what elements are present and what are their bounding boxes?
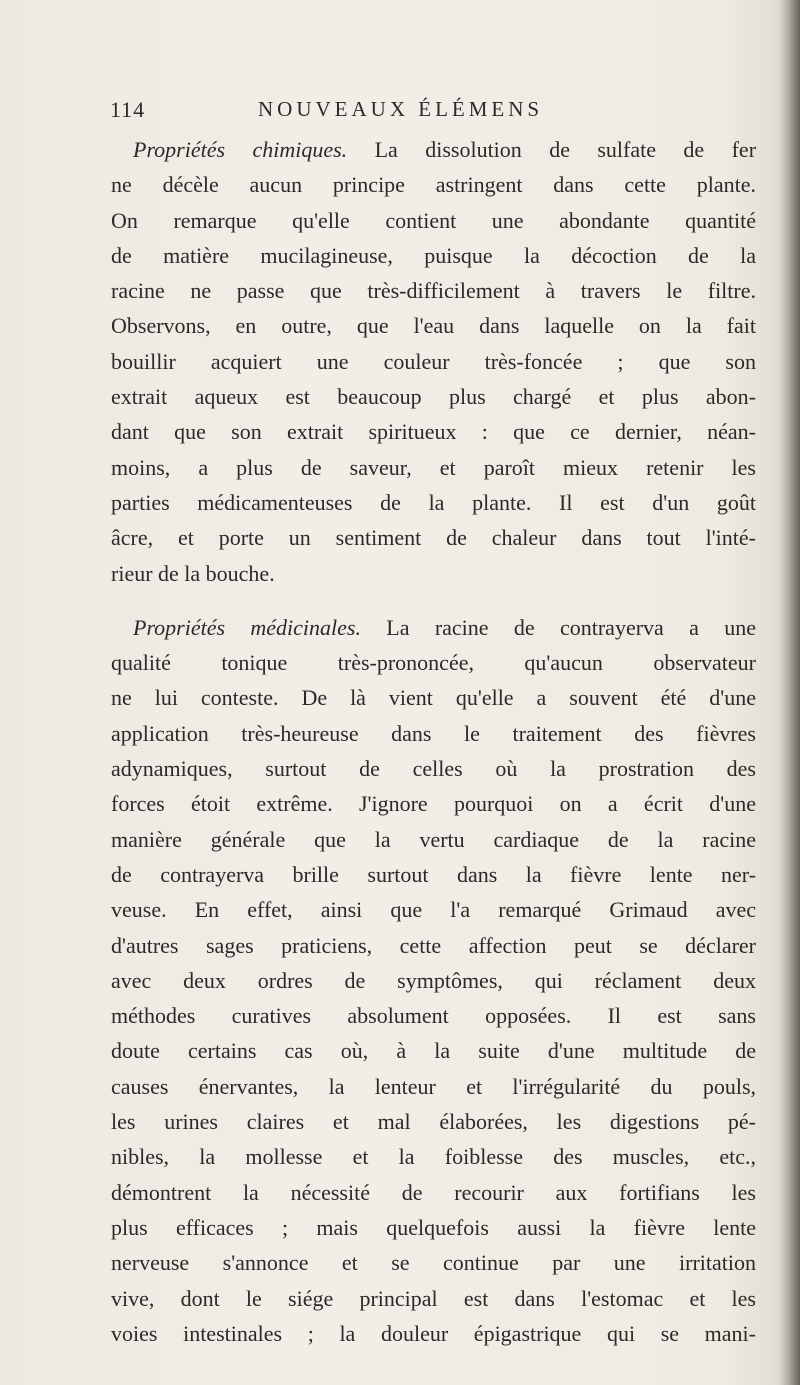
- text-line: Propriétés chimiques. La dissolution de sulfate de fer: [133, 137, 756, 162]
- text-line: voies intestinales ; la douleur épigastrique qui se mani-: [111, 1320, 756, 1346]
- text-line: bouillir acquiert une couleur très-foncée ; que son: [111, 348, 756, 374]
- text-line: application très-heureuse dans le traitement des fièvres: [111, 720, 756, 746]
- text-line: On remarque qu'elle contient une abondante quantité: [111, 207, 756, 233]
- section-heading: Propriétés médicinales.: [133, 614, 361, 640]
- page-spine-shadow: [778, 0, 800, 1385]
- text-line: Propriétés médicinales. La racine de contrayerva a une: [133, 614, 756, 640]
- text-line: de matière mucilagineuse, puisque la décoction de la: [111, 242, 756, 268]
- text-line: dant que son extrait spiritueux : que ce dernier, néan-: [111, 419, 756, 445]
- text-line: plus efficaces ; mais quelquefois aussi la fièvre lente: [111, 1214, 756, 1240]
- text-line: qualité tonique très-prononcée, qu'aucun observateur: [111, 650, 756, 676]
- text-line: les urines claires et mal élaborées, les digestions pé-: [111, 1109, 756, 1135]
- text-line: avec deux ordres de symptômes, qui réclament deux: [111, 967, 756, 993]
- text-line: vive, dont le siége principal est dans l'estomac et les: [111, 1285, 756, 1311]
- page-number: 114: [110, 97, 146, 122]
- text-line: nerveuse s'annonce et se continue par une irritation: [111, 1250, 756, 1276]
- paragraph-medicinal-properties: [111, 610, 756, 1351]
- text-line: causes énervantes, la lenteur et l'irrégularité du pouls,: [111, 1073, 756, 1099]
- body-text: [111, 132, 756, 1370]
- text-line: veuse. En effet, ainsi que l'a remarqué Grimaud avec: [111, 897, 756, 923]
- text-line: nibles, la mollesse et la foiblesse des muscles, etc.,: [111, 1144, 756, 1170]
- text-line: moins, a plus de saveur, et paroît mieux retenir les: [111, 454, 756, 480]
- text-line: méthodes curatives absolument opposées. Il est sans: [111, 1003, 756, 1029]
- text-line: extrait aqueux est beaucoup plus chargé et plus abon-: [111, 384, 756, 410]
- text-line: ne décèle aucun principe astringent dans cette plante.: [111, 172, 756, 198]
- text-line: Observons, en outre, que l'eau dans laquelle on la fait: [111, 313, 756, 339]
- paragraph-chemical-properties: [111, 132, 756, 591]
- text-line: manière générale que la vertu cardiaque de la racine: [111, 826, 756, 852]
- running-head: NOUVEAUX ÉLÉMENS: [258, 97, 544, 121]
- text-line: âcre, et porte un sentiment de chaleur dans tout l'inté-: [111, 525, 756, 551]
- text-line: racine ne passe que très-difficilement à travers le filtre.: [111, 278, 756, 304]
- text-line: ne lui conteste. De là vient qu'elle a souvent été d'une: [111, 685, 756, 711]
- text-line: doute certains cas où, à la suite d'une multitude de: [111, 1038, 756, 1064]
- text-line: forces étoit extrême. J'ignore pourquoi on a écrit d'une: [111, 791, 756, 817]
- text-line: d'autres sages praticiens, cette affection peut se déclarer: [111, 932, 756, 958]
- page-header: [110, 97, 770, 127]
- section-heading: Propriétés chimiques.: [133, 137, 348, 162]
- text-line: parties médicamenteuses de la plante. Il est d'un goût: [111, 489, 756, 515]
- text-line: démontrent la nécessité de recourir aux fortifians les: [111, 1179, 756, 1205]
- text-line: adynamiques, surtout de celles où la prostration des: [111, 756, 756, 782]
- text-line: rieur de la bouche.: [111, 560, 275, 586]
- text-line: de contrayerva brille surtout dans la fièvre lente ner-: [111, 861, 756, 887]
